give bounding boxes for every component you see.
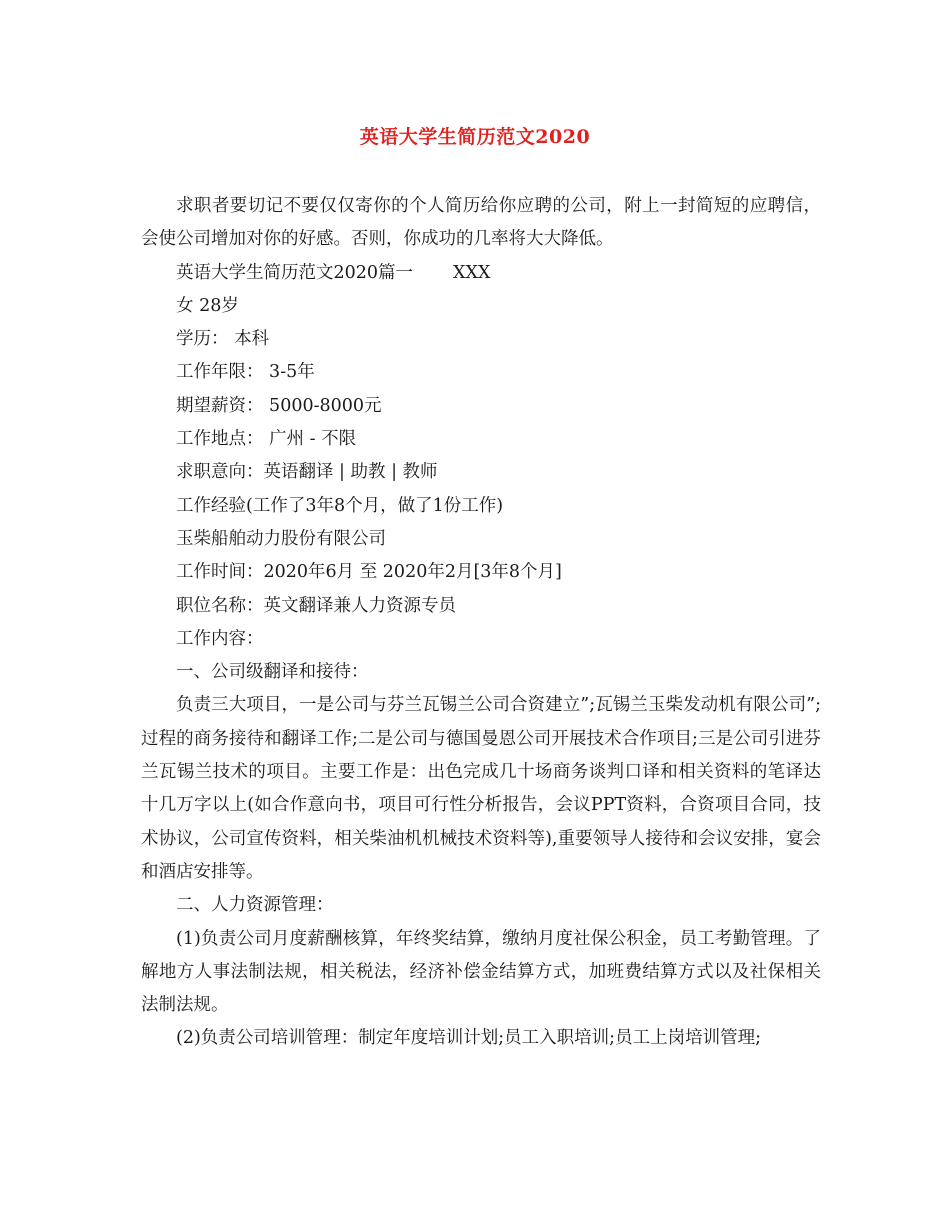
expected-salary: 期望薪资： 5000-8000元 — [176, 395, 382, 416]
section-heading-translation: 一、公司级翻译和接待： — [176, 662, 369, 683]
work-location: 工作地点： 广州 - 不限 — [176, 429, 357, 450]
education: 学历： 本科 — [176, 329, 270, 350]
job-intention: 求职意向：英语翻译 | 助教 | 教师 — [176, 462, 438, 483]
gender-age: 女 28岁 — [176, 295, 239, 316]
hr-training-paragraph: (2)负责公司培训管理：制定年度培训计划;员工入职培训;员工上岗培训管理; — [176, 1028, 761, 1049]
work-experience: 工作经验(工作了3年8个月，做了1份工作) — [176, 495, 504, 516]
name-placeholder: XXX — [453, 262, 491, 283]
work-period: 工作时间：2020年6月 至 2020年2月[3年8个月] — [176, 562, 562, 583]
work-content-label: 工作内容： — [176, 628, 264, 649]
document-title: 英语大学生简历范文2020 — [359, 126, 591, 148]
document-body — [141, 190, 821, 1056]
translation-paragraph: 负责三大项目，一是公司与芬兰瓦锡兰公司合资建立”;瓦锡兰玉柴发动机有限公司”;过程的商务接待和翻译工作;二是公司与德国曼恩公司开展技术合作项目;三是公司引进芬兰瓦锡兰技术的项目。主要工作是：出色完成几十场商务谈判口译和相关资料的笔译达十几万字以上(如合作意向书，项目可行性分析报告，会议PPT资料，合资项目合同，技术协议，公司宣传资料，相关柴油机机械技术资料等),重要领导人接待和会议安排，宴会和酒店安排等。 — [141, 695, 821, 882]
hr-payroll-paragraph: (1)负责公司月度薪酬核算，年终奖结算，缴纳月度社保公积金，员工考勤管理。了解地方人事法制法规，相关税法，经济补偿金结算方式，加班费结算方式以及社保相关法制法规。 — [141, 928, 821, 1016]
work-years: 工作年限： 3-5年 — [176, 362, 315, 383]
resume-heading: 英语大学生简历范文2020篇一 — [176, 262, 414, 283]
company-name: 玉柴船舶动力股份有限公司 — [176, 528, 386, 549]
intro-paragraph: 求职者要切记不要仅仅寄你的个人简历给你应聘的公司，附上一封简短的应聘信，会使公司增加对你的好感。否则，你成功的几率将大大降低。 — [141, 196, 821, 250]
position-title: 职位名称：英文翻译兼人力资源专员 — [176, 595, 456, 616]
section-heading-hr: 二、人力资源管理： — [176, 895, 334, 916]
resume-heading-line — [141, 257, 821, 290]
